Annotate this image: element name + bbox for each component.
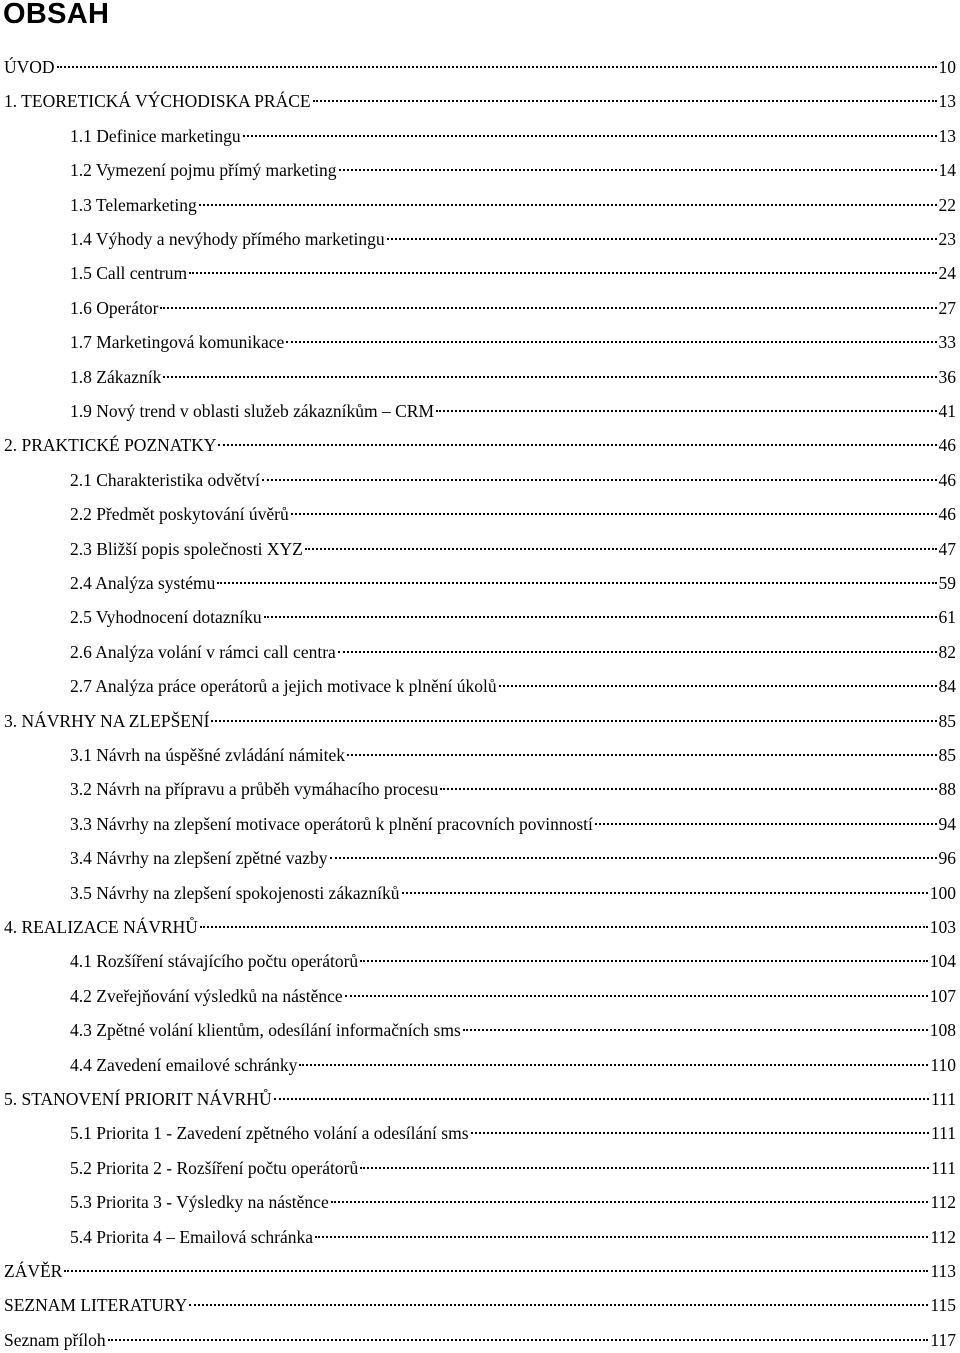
toc-entry-page: 96 xyxy=(938,848,956,869)
dot-leader xyxy=(218,425,936,451)
toc-entry[interactable] xyxy=(70,460,956,490)
toc-entry[interactable] xyxy=(70,1148,956,1178)
toc-entry[interactable] xyxy=(70,563,956,593)
toc-entry-page: 13 xyxy=(938,125,956,146)
toc-entry-page: 110 xyxy=(930,1054,956,1075)
dot-leader xyxy=(402,873,928,899)
toc-entry[interactable] xyxy=(70,873,956,903)
dot-leader xyxy=(338,632,937,658)
toc-entry-page: 111 xyxy=(931,1157,956,1178)
toc-entry[interactable] xyxy=(70,322,956,353)
toc-entry[interactable] xyxy=(4,701,956,731)
toc-entry-page: 112 xyxy=(930,1192,956,1213)
toc-entry-page: 117 xyxy=(930,1329,956,1350)
dot-leader xyxy=(211,701,936,727)
toc-entry-title: 3.2 Návrh na přípravu a průběh vymáhacího procesu xyxy=(70,779,439,800)
page-title: OBSAH xyxy=(3,0,110,30)
toc-entry-page: 84 xyxy=(938,676,956,697)
dot-leader xyxy=(436,391,936,417)
toc-entry-title: 3.4 Návrhy na zlepšení zpětné vazby xyxy=(70,848,328,869)
toc-entry-title: 3. NÁVRHY NA ZLEPŠENÍ xyxy=(4,710,210,731)
toc-entry-page: 111 xyxy=(931,1089,956,1109)
toc-entry[interactable] xyxy=(70,1113,956,1144)
toc-entry-page: 112 xyxy=(930,1226,956,1247)
toc-entry-title: 5. STANOVENÍ PRIORIT NÁVRHŮ xyxy=(4,1089,272,1109)
toc-entry-title: 1.4 Výhody a nevýhody přímého marketingu xyxy=(70,229,385,249)
toc-entry-page: 61 xyxy=(938,607,956,628)
dot-leader xyxy=(264,597,937,623)
dot-leader xyxy=(360,941,928,967)
toc-entry[interactable] xyxy=(4,81,956,112)
toc-entry-title: 4.2 Zveřejňování výsledků na nástěnce xyxy=(70,985,343,1006)
dot-leader xyxy=(291,494,937,520)
toc-entry[interactable] xyxy=(70,529,956,559)
toc-entry[interactable] xyxy=(4,1320,956,1350)
toc-entry-title: 4.1 Rozšíření stávajícího počtu operátorů xyxy=(70,951,359,972)
toc-entry[interactable] xyxy=(70,1182,956,1213)
toc-entry[interactable] xyxy=(70,357,956,387)
toc-entry[interactable] xyxy=(70,494,956,525)
toc-entry-title: 5.1 Priorita 1 - Zavedení zpětného volání a odesílání sms xyxy=(70,1123,469,1144)
toc-entry-title: 2.3 Bližší popis společnosti XYZ xyxy=(70,538,303,559)
toc-entry-title: 4.4 Zavedení emailové schránky xyxy=(70,1054,298,1075)
toc-entry[interactable] xyxy=(70,1045,956,1075)
toc-entry[interactable] xyxy=(4,425,956,456)
dot-leader xyxy=(243,116,937,142)
toc-entry-page: 46 xyxy=(938,469,956,490)
toc-entry[interactable] xyxy=(4,1251,956,1281)
toc-entry[interactable] xyxy=(70,253,956,284)
toc-entry-page: 33 xyxy=(938,332,956,353)
toc-entry-title: 1.7 Marketingová komunikace xyxy=(70,332,285,353)
dot-leader xyxy=(200,907,928,933)
toc-entry-title: 2.5 Vyhodnocení dotazníku xyxy=(70,607,262,628)
toc-entry-title: 1.9 Nový trend v oblasti služeb zákazníkům – CRM xyxy=(70,401,435,421)
dot-leader xyxy=(330,838,937,864)
dot-leader xyxy=(189,1285,928,1311)
toc-entry-page: 113 xyxy=(930,1261,956,1281)
toc-entry-page: 111 xyxy=(931,1123,956,1144)
toc-entry-title: 2.6 Analýza volání v rámci call centra xyxy=(70,641,336,662)
toc-entry-page: 46 xyxy=(938,435,956,456)
toc-entry-title: 4. REALIZACE NÁVRHŮ xyxy=(4,917,198,937)
toc-entry-page: 94 xyxy=(938,813,956,834)
dot-leader xyxy=(274,1079,929,1105)
dot-leader xyxy=(595,804,937,830)
dot-leader xyxy=(387,219,937,245)
toc-entry[interactable] xyxy=(70,185,956,215)
toc-entry-title: 5.3 Priorita 3 - Výsledky na nástěnce xyxy=(70,1192,329,1213)
toc-entry-page: 36 xyxy=(938,366,956,387)
toc-entry[interactable] xyxy=(4,1079,956,1109)
toc-entry-title: 1.3 Telemarketing xyxy=(70,194,197,215)
toc-entry-title: 3.1 Návrh na úspěšné zvládání námitek xyxy=(70,745,346,765)
toc-entry-title: 1.6 Operátor xyxy=(70,297,159,318)
toc-entry[interactable] xyxy=(70,769,956,800)
dot-leader xyxy=(64,1251,928,1277)
toc-entry-title: SEZNAM LITERATURY xyxy=(4,1295,188,1316)
toc-entry-title: 1. TEORETICKÁ VÝCHODISKA PRÁCE xyxy=(4,91,311,112)
toc-entry-page: 13 xyxy=(938,91,956,112)
dot-leader xyxy=(331,1182,929,1208)
toc-entry-title: 4.3 Zpětné volání klientům, odesílání informačních sms xyxy=(70,1020,461,1041)
toc-entry[interactable] xyxy=(70,597,956,628)
toc-entry[interactable] xyxy=(70,976,956,1006)
dot-leader xyxy=(163,357,936,383)
toc-entry-page: 115 xyxy=(930,1295,956,1316)
toc-entry[interactable] xyxy=(4,907,956,937)
dot-leader xyxy=(57,47,937,73)
toc-entry[interactable] xyxy=(70,1010,956,1041)
toc-entry[interactable] xyxy=(70,1217,956,1247)
toc-entry-page: 85 xyxy=(938,745,956,765)
toc-entry[interactable] xyxy=(4,47,956,77)
toc-entry-page: 24 xyxy=(938,263,956,284)
dot-leader xyxy=(262,460,936,486)
toc-entry-title: 2.4 Analýza systému xyxy=(70,573,216,593)
toc-entry-page: 41 xyxy=(938,401,956,421)
toc-entry-title: 3.3 Návrhy na zlepšení motivace operátorů k plnění pracovních povinností xyxy=(70,813,593,834)
toc-entry[interactable] xyxy=(70,666,956,697)
toc-entry-page: 82 xyxy=(938,641,956,662)
dot-leader xyxy=(160,288,936,314)
toc-entry-title: 2.1 Charakteristika odvětví xyxy=(70,469,261,490)
dot-leader xyxy=(189,253,936,279)
toc-entry-title: ÚVOD xyxy=(4,57,55,77)
toc-entry-title: 5.2 Priorita 2 - Rozšíření počtu operátorů xyxy=(70,1157,359,1178)
dot-leader xyxy=(217,563,936,589)
dot-leader xyxy=(286,322,936,348)
toc-entry[interactable] xyxy=(70,804,956,834)
toc-entry-page: 104 xyxy=(929,951,956,972)
dot-leader xyxy=(339,150,937,176)
toc-entry-page: 107 xyxy=(929,985,956,1006)
dot-leader xyxy=(313,81,937,107)
toc-entry[interactable] xyxy=(70,150,956,181)
toc-entry[interactable] xyxy=(70,838,956,869)
dot-leader xyxy=(345,976,928,1002)
toc-entry-page: 47 xyxy=(938,538,956,559)
toc-entry-page: 108 xyxy=(929,1020,956,1041)
dot-leader xyxy=(440,769,936,795)
toc-entry[interactable] xyxy=(70,391,956,421)
toc-entry[interactable] xyxy=(4,1285,956,1316)
toc-entry-title: 3.5 Návrhy na zlepšení spokojenosti zákazníků xyxy=(70,882,400,903)
toc-entry-title: 5.4 Priorita 4 – Emailová schránka xyxy=(70,1226,313,1247)
dot-leader xyxy=(199,185,937,211)
dot-leader xyxy=(315,1217,928,1243)
toc-entry[interactable] xyxy=(70,632,956,662)
toc-entry-page: 27 xyxy=(938,297,956,318)
toc-entry[interactable] xyxy=(70,735,956,765)
toc-entry-page: 88 xyxy=(938,779,956,800)
toc-entry-page: 85 xyxy=(938,710,956,731)
toc-entry-page: 14 xyxy=(938,160,956,181)
toc-entry-title: 1.2 Vymezení pojmu přímý marketing xyxy=(70,160,337,181)
toc-entry-title: 2.7 Analýza práce operátorů a jejich motivace k plnění úkolů xyxy=(70,676,497,697)
toc-entry-page: 46 xyxy=(938,504,956,525)
toc-entry-title: 1.8 Zákazník xyxy=(70,366,162,387)
dot-leader xyxy=(305,529,937,555)
dot-leader xyxy=(360,1148,929,1174)
toc-entry-title: 1.5 Call centrum xyxy=(70,263,188,284)
toc-entry-page: 59 xyxy=(938,573,956,593)
dot-leader xyxy=(299,1045,928,1071)
toc-entry-title: ZÁVĚR xyxy=(4,1261,63,1281)
toc-entry[interactable] xyxy=(70,941,956,972)
toc-entry[interactable] xyxy=(70,116,956,146)
dot-leader xyxy=(499,666,937,692)
toc-entry[interactable] xyxy=(70,219,956,249)
toc-entry-page: 23 xyxy=(938,229,956,249)
toc-entry-title: Seznam příloh xyxy=(4,1329,106,1350)
toc-entry-title: 2. PRAKTICKÉ POZNATKY xyxy=(4,435,217,456)
dot-leader xyxy=(471,1113,930,1139)
toc-entry-page: 100 xyxy=(929,882,956,903)
toc-entry-title: 2.2 Předmět poskytování úvěrů xyxy=(70,504,289,525)
toc-entry-page: 10 xyxy=(938,57,956,77)
dot-leader xyxy=(463,1010,928,1036)
toc-entry-page: 103 xyxy=(929,917,956,937)
dot-leader xyxy=(108,1320,929,1346)
toc-entry-title: 1.1 Definice marketingu xyxy=(70,125,241,146)
dot-leader xyxy=(347,735,936,761)
toc-entry-page: 22 xyxy=(938,194,956,215)
toc-entry[interactable] xyxy=(70,288,956,318)
